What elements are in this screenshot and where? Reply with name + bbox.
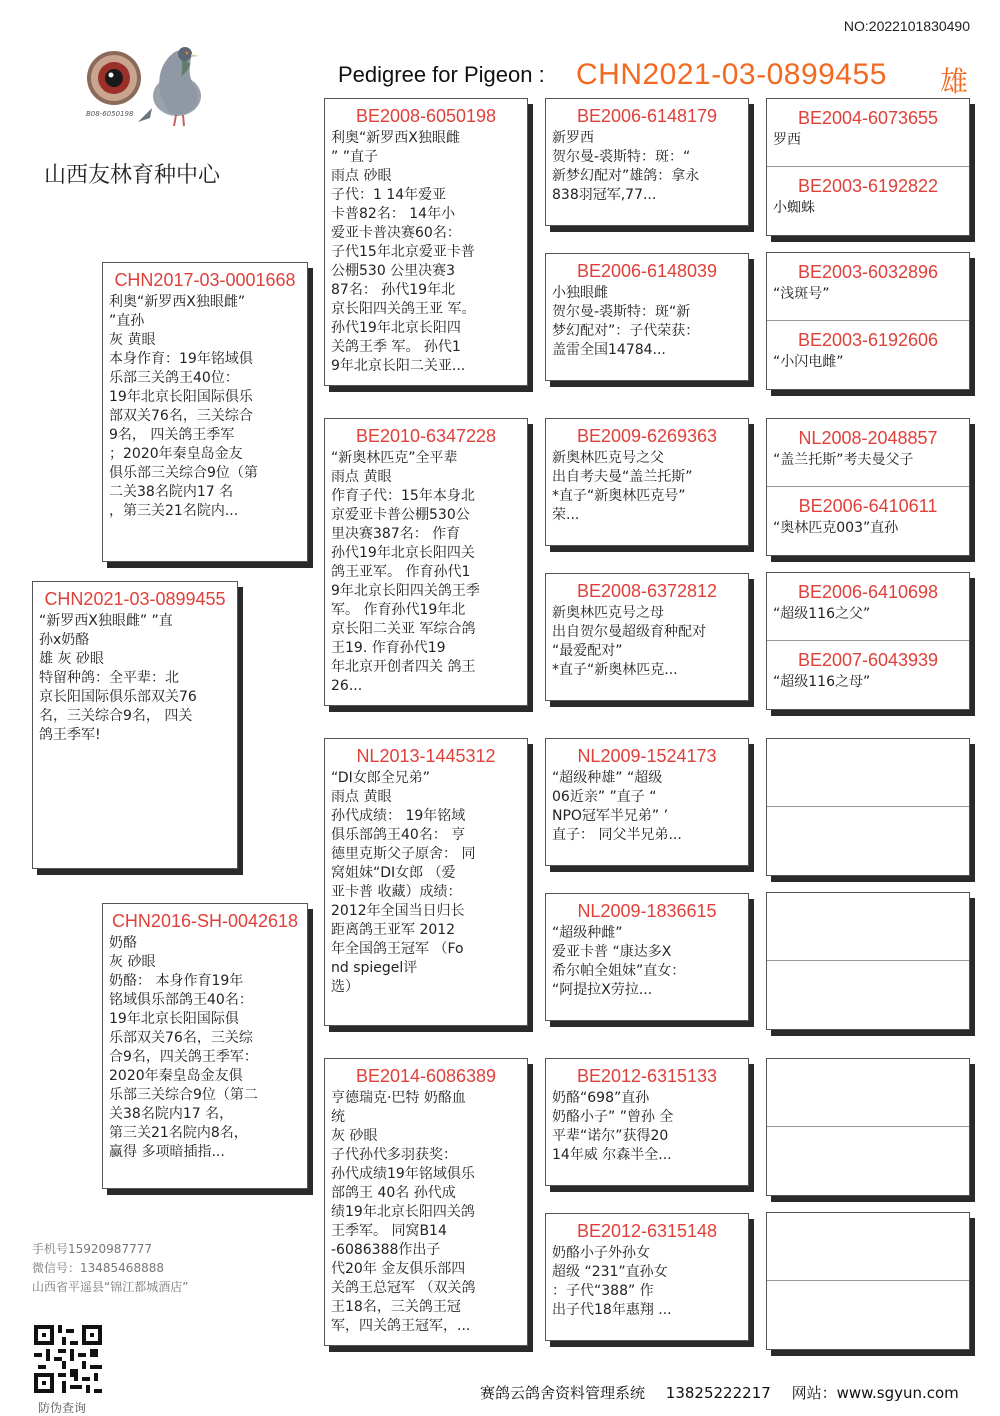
- great-grandparent-ring: NL2009-1836615: [577, 901, 717, 921]
- gen5-ancestor: [767, 253, 969, 321]
- qr-label: 防伪查询: [38, 1401, 87, 1415]
- gen5-ancestor: [767, 1059, 969, 1127]
- gen5-ancestor: [767, 1281, 969, 1349]
- footer-phone: 13825222217: [665, 1384, 771, 1402]
- qr-code-icon[interactable]: [34, 1325, 102, 1393]
- gen5-ancestor: [767, 807, 969, 875]
- dam-text: 奶酪 灰 砂眼 奶酪： 本身作育19年 铭域俱乐部鸽王40名： 19年北京长阳国际俱 乐部双关76名，三关综 合9名，四关鸽王季军： 2020年秦皇岛金友俱 乐部三关综合9位（第二 关38名院内17 名， 第三关21名院内8名， 赢得 多项暗插指...: [109, 935, 258, 1160]
- contact-phone: 手机号15920987777: [32, 1242, 152, 1256]
- gen5-ring: BE2003-6032896: [797, 262, 939, 282]
- grandparent-card: [324, 418, 528, 706]
- gen5-ancestor: [767, 167, 969, 235]
- gen5-ancestor: [767, 321, 969, 389]
- gen5-text: [767, 815, 969, 817]
- gen5-ring: BE2007-6043939: [797, 650, 939, 670]
- pigeon-logo-icon: [84, 38, 219, 138]
- breeding-center-name: 山西友林育种中心: [44, 163, 221, 188]
- great-grandparent-text: 新罗西 贺尔曼-裘斯特：斑：“ 新梦幻配对”雄鸽：拿永 838羽冠军,77...: [552, 130, 700, 203]
- gen5-pair-card: [766, 98, 970, 236]
- subject-ring-number: CHN2021-03-0899455: [576, 58, 887, 91]
- great-grandparent-text: 新奥林匹克号之母 出自贺尔曼超级育种配对 “最爱配对” *直子“新奥林匹克...: [552, 605, 706, 678]
- gen5-pair-card: [766, 252, 970, 390]
- sire-card: [102, 262, 308, 562]
- grandparent-ring: BE2014-6086389: [355, 1066, 497, 1086]
- great-grandparent-ring: BE2012-6315148: [576, 1221, 718, 1241]
- gen5-text: 罗西: [773, 132, 801, 148]
- subject-card-ring: CHN2021-03-0899455: [44, 589, 226, 609]
- grandparent-ring: NL2013-1445312: [356, 746, 496, 766]
- contact-wechat: 微信号：13485468888: [32, 1261, 164, 1275]
- great-grandparent-card: [545, 573, 749, 701]
- grandparent-text: 亨德瑞克·巴特 奶酪血 统 灰 砂眼 子代孙代多羽获奖： 孙代成绩19年铭域俱乐 部鸽王 40名 孙代成 绩19年北京长阳四关鸽 王季军。 同窝B14 -6086388作出子 代20年 金友俱乐部四 关鸽王总冠军 （双关鸽 王18名，三关鸽王冠 军，四关鸽王冠军，...: [331, 1090, 476, 1334]
- grandparent-text: “DI女郎全兄弟” 雨点 黄眼 孙代成绩： 19年铭域 俱乐部鸽王40名： 亨 德里克斯父子原舍： 同 窝姐妹“DI女郎 （爱 亚卡普 收藏）成绩： 2012年全国当日归长 距离鸽王亚军 2012 年全国鸽王冠军 （Fo nd spiegel评 选）: [331, 770, 476, 995]
- gen5-ancestor: [767, 961, 969, 1029]
- grandparent-ring: BE2008-6050198: [355, 106, 497, 126]
- pedigree-title-label: Pedigree for Pigeon :: [338, 62, 545, 87]
- gen5-text: “浅斑号”: [773, 286, 830, 302]
- grandparent-card: [324, 98, 528, 386]
- grandparent-card: [324, 738, 528, 1026]
- sire-ring: CHN2017-03-0001668: [114, 270, 296, 290]
- gen5-pair-card: [766, 738, 970, 876]
- great-grandparent-text: “超级种雌” 爱亚卡普 “康达多X 希尔帕全姐妹”直女： “阿提拉X劳拉...: [552, 925, 686, 998]
- gen5-ring: BE2004-6073655: [797, 108, 939, 128]
- footer-website[interactable]: 网站：www.sgyun.com: [791, 1384, 959, 1402]
- subject-sex: 雄: [940, 65, 969, 98]
- gen5-pair-card: [766, 892, 970, 1030]
- contact-info: [32, 1240, 188, 1297]
- gen5-ring: [767, 1059, 969, 1067]
- great-grandparent-text: 小独眼雌 贺尔曼-裘斯特：斑“新 梦幻配对”：子代荣获： 盖雷全国14784...: [552, 285, 700, 358]
- gen5-pair-card: [766, 418, 970, 556]
- logo: [84, 38, 219, 138]
- gen5-text: “奥林匹克003”直孙: [773, 520, 899, 536]
- grandparent-text: 利奥“新罗西X独眼雌 ” ”直子 雨点 砂眼 子代：1 14年爱亚 卡普82名： 14年小 爱亚卡普决赛60名： 子代15年北京爱亚卡普 公棚530 公里决赛3 87名： 孙代19年北 京长阳四关鸽王亚 军。 孙代19年北京长阳四 关鸽王季 军。 孙代1 9年北京长阳二关亚...: [331, 130, 476, 374]
- great-grandparent-ring: BE2006-6148179: [576, 106, 718, 126]
- gen5-ancestor: [767, 739, 969, 807]
- gen5-ancestor: [767, 893, 969, 961]
- great-grandparent-card: [545, 1058, 749, 1186]
- great-grandparent-ring: BE2009-6269363: [576, 426, 718, 446]
- gen5-pair-card: [766, 1212, 970, 1350]
- gen5-ring: BE2006-6410698: [797, 582, 939, 602]
- great-grandparent-text: 新奥林匹克号之父 出自考夫曼“盖兰托斯” *直子“新奥林匹克号” 荣...: [552, 450, 693, 523]
- footer: [480, 1382, 959, 1403]
- great-grandparent-ring: BE2012-6315133: [576, 1066, 718, 1086]
- gen5-ring: [767, 1281, 969, 1289]
- grandparent-ring: BE2010-6347228: [355, 426, 497, 446]
- gen5-ancestor: [767, 641, 969, 709]
- gen5-text: [767, 1221, 969, 1223]
- great-grandparent-text: “超级种雄” “超级 06近亲” ”直子 “ NPO冠军半兄弟” ’ 直子： 同父半兄弟...: [552, 770, 682, 843]
- gen5-text: [767, 1067, 969, 1069]
- subject-card-text: “新罗西X独眼雌” ”直 孙x奶酪 雄 灰 砂眼 特留种鸽：全平辈：北 京长阳国际俱乐部双关76 名，三关综合9名， 四关 鸽王季军!: [39, 613, 197, 743]
- gen5-pair-card: [766, 1058, 970, 1196]
- great-grandparent-text: 奶酪小子外孙女 超级 “231”直孙女 ：子代“388” 作 出子代18年惠翔 ...: [552, 1245, 672, 1318]
- gen5-ring: BE2003-6192822: [797, 176, 939, 196]
- gen5-ancestor: [767, 573, 969, 641]
- gen5-text: “超级116之父”: [773, 606, 871, 622]
- great-grandparent-card: [545, 1213, 749, 1341]
- gen5-ring: [767, 1213, 969, 1221]
- great-grandparent-card: [545, 738, 749, 866]
- footer-system-name: 赛鸽云鸽舍资料管理系统: [480, 1384, 646, 1402]
- gen5-ring: BE2006-6410611: [798, 496, 938, 516]
- gen5-ancestor: [767, 487, 969, 555]
- gen5-ring: [767, 807, 969, 815]
- gen5-pair-card: [766, 572, 970, 710]
- gen5-ring: [767, 739, 969, 747]
- great-grandparent-ring: BE2008-6372812: [576, 581, 718, 601]
- gen5-text: “超级116之母”: [773, 674, 871, 690]
- dam-ring: CHN2016-SH-0042618: [111, 911, 299, 931]
- subject-card: [32, 581, 238, 869]
- gen5-ring: [767, 961, 969, 969]
- gen5-ring: [767, 1127, 969, 1135]
- great-grandparent-ring: BE2006-6148039: [576, 261, 718, 281]
- document-number: NO:2022101830490: [843, 18, 970, 34]
- gen5-ancestor: [767, 1127, 969, 1195]
- gen5-text: “小闪电雌”: [773, 354, 844, 370]
- dam-card: [102, 903, 308, 1189]
- contact-address: 山西省平遥县“锦江都城酒店”: [32, 1280, 189, 1294]
- sire-text: 利奥“新罗西X独眼雌” ”直孙 灰 黄眼 本身作育：19年铭域俱 乐部三关鸽王40位： 19年北京长阳国际俱乐 部双关76名，三关综合 9名， 四关鸽王季军 ；2020年秦皇岛金友 俱乐部三关综合9位（第 二关38名院内17 名 ，第三关21名院内...: [109, 294, 258, 519]
- grandparent-card: [324, 1058, 528, 1346]
- gen5-text: [767, 1135, 969, 1137]
- great-grandparent-card: [545, 253, 749, 381]
- gen5-ancestor: [767, 419, 969, 487]
- gen5-text: 小蜘蛛: [773, 200, 815, 216]
- great-grandparent-card: [545, 98, 749, 226]
- gen5-text: [767, 901, 969, 903]
- great-grandparent-ring: NL2009-1524173: [577, 746, 717, 766]
- great-grandparent-card: [545, 893, 749, 1021]
- great-grandparent-card: [545, 418, 749, 546]
- gen5-ring: NL2008-2048857: [798, 428, 938, 448]
- gen5-ring: BE2003-6192606: [797, 330, 939, 350]
- gen5-text: “盖兰托斯”考夫曼父子: [773, 452, 914, 468]
- gen5-text: [767, 969, 969, 971]
- great-grandparent-text: 奶酪“698”直孙 奶酪小子” ”曾孙 全 平辈“诺尔”获得20 14年威 尔森半全...: [552, 1090, 674, 1163]
- gen5-text: [767, 747, 969, 749]
- gen5-ancestor: [767, 1213, 969, 1281]
- logo-caption: B08-6050198: [86, 110, 134, 118]
- grandparent-text: “新奥林匹克”全平辈 雨点 黄眼 作育子代：15年本身北 京爱亚卡普公棚530公 里决赛387名： 作育 孙代19年北京长阳四关 鸽王亚军。 作育孙代1 9年北京长阳四关鸽王季 军。 作育孙代19年北 京长阳二关亚 军综合鸽 王19. 作育孙代19 年北京开创者四关 鸽王 26...: [331, 450, 480, 694]
- gen5-ring: [767, 893, 969, 901]
- gen5-ancestor: [767, 99, 969, 167]
- gen5-text: [767, 1289, 969, 1291]
